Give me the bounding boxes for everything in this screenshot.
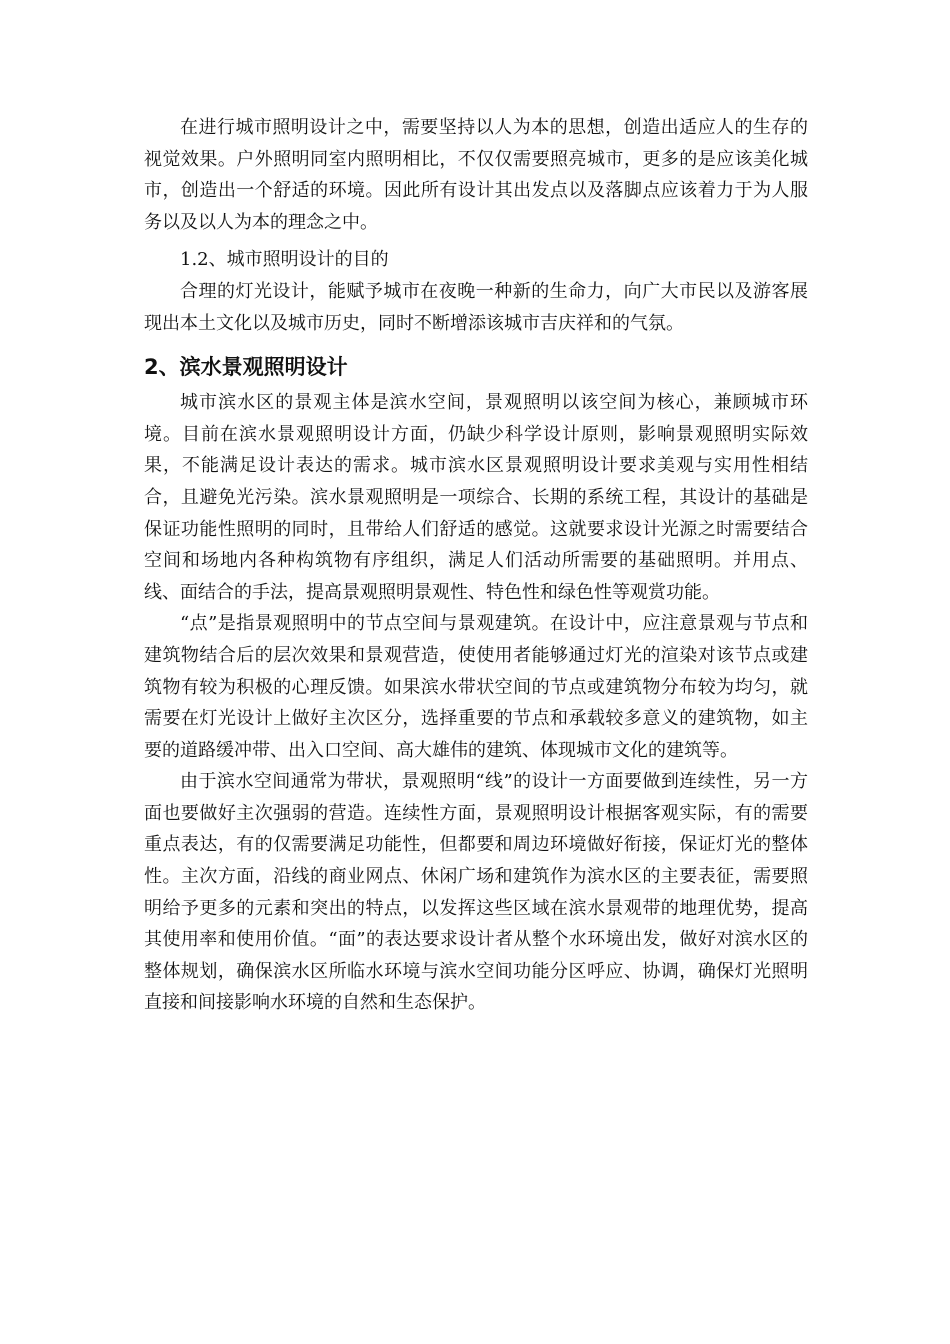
paragraph-point: “点”是指景观照明中的节点空间与景观建筑。在设计中，应注意景观与节点和建筑物结合后的层次效果和景观营造，使使用者能够通过灯光的渲染对该节点或建筑物有较为积极的心理反馈。如果滨水带状空间的节点或建筑物分布较为均匀，就需要在灯光设计上做好主次区分，选择重要的节点和承载较多意义的建筑物，如主要的道路缓冲带、出入口空间、高大雄伟的建筑、体现城市文化的建筑等。 <box>144 613 808 761</box>
section-heading-waterfront: 2、滨水景观照明设计 <box>144 355 348 380</box>
subheading-purpose: 1.2、城市照明设计的目的 <box>180 249 389 271</box>
paragraph-line-surface: 由于滨水空间通常为带状，景观照明“线”的设计一方面要做到连续性，另一方面也要做好主次强弱的营造。连续性方面，景观照明设计根据客观实际，有的需要重点表达，有的仅需要满足功能性，但都要和周边环境做好衔接，保证灯光的整体性。主次方面，沿线的商业网点、休闲广场和建筑作为滨水区的主要表征，需要照明给予更多的元素和突出的特点，以发挥这些区域在滨水景观带的地理优势，提高其使用率和使用价值。“面”的表达要求设计者从整个水环境出发，做好对滨水区的整体规划，确保滨水区所临水环境与滨水空间功能分区呼应、协调，确保灯光照明直接和间接影响水环境的自然和生态保护。 <box>144 771 808 1014</box>
paragraph-human-centered: 在进行城市照明设计之中，需要坚持以人为本的思想，创造出适应人的生存的视觉效果。户外照明同室内照明相比，不仅仅需要照亮城市，更多的是应该美化城市，创造出一个舒适的环境。因此所有设计其出发点以及落脚点应该着力于为人服务以及以人为本的理念之中。 <box>144 117 808 233</box>
document-page <box>144 112 808 1019</box>
paragraph-waterfront-intro: 城市滨水区的景观主体是滨水空间，景观照明以该空间为核心，兼顾城市环境。目前在滨水景观照明设计方面，仍缺少科学设计原则，影响景观照明实际效果，不能满足设计表达的需求。城市滨水区景观照明设计要求美观与实用性相结合，且避免光污染。滨水景观照明是一项综合、长期的系统工程，其设计的基础是保证功能性照明的同时，且带给人们舒适的感觉。这就要求设计光源之时需要结合空间和场地内各种构筑物有序组织，满足人们活动所需要的基础照明。并用点、线、面结合的手法，提高景观照明景观性、特色性和绿色性等观赏功能。 <box>144 392 808 603</box>
paragraph-purpose: 合理的灯光设计，能赋予城市在夜晚一种新的生命力，向广大市民以及游客展现出本土文化以及城市历史，同时不断增添该城市吉庆祥和的气氛。 <box>144 280 808 334</box>
